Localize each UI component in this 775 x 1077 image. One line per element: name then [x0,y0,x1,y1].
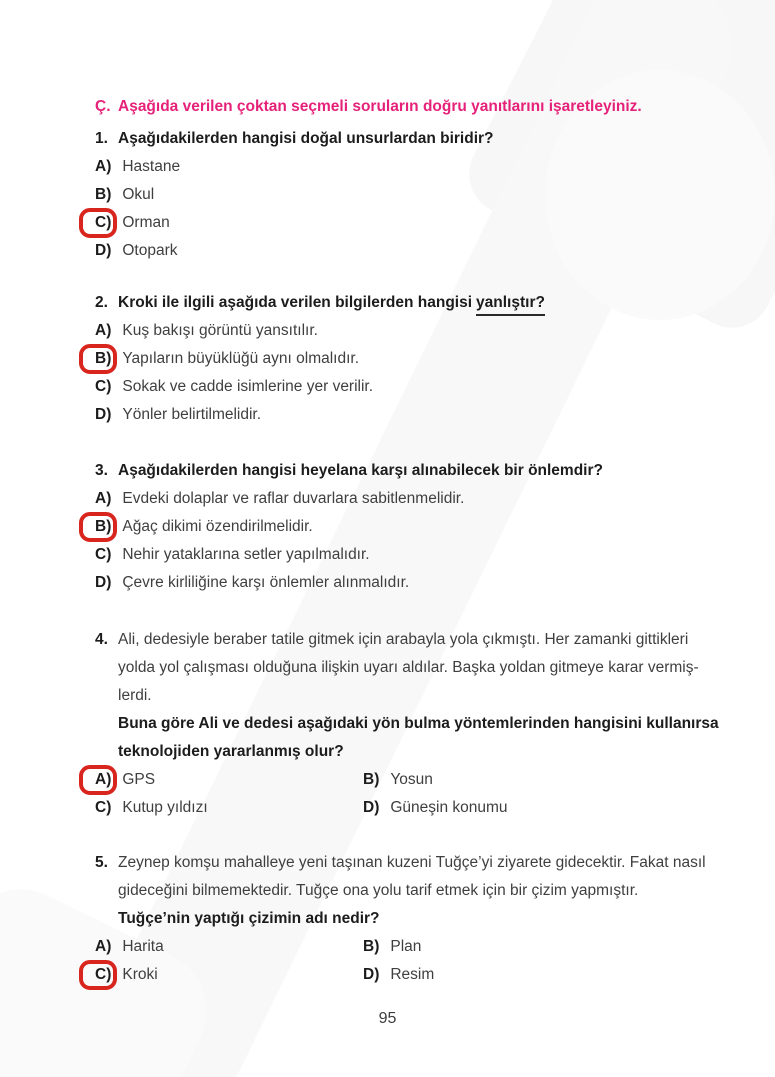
option-text: Hastane [122,158,181,175]
option-c [95,541,695,569]
question-text-line: lerdi. [118,687,152,704]
section-instruction: Aşağıda verilen çoktan seçmeli soruların doğru yanıtlarını işaretleyiniz. [118,98,642,115]
option-text: Evdeki dolaplar ve raflar duvarlara sabitlenmelidir. [122,490,465,507]
question-number: 4. [95,631,108,648]
option-d [95,569,695,597]
option-letter: D) [363,799,380,816]
options-list [95,317,695,429]
option-a [95,933,363,961]
question-text-line: Zeynep komşu mahalleye yeni taşınan kuzeni Tuğçe’yi ziyarete gidecektir. Fakat nasıl [118,854,706,871]
option-d [363,794,695,822]
question-prompt-line: Tuğçe’nin yaptığı çizimin adı nedir? [118,910,380,927]
option-d [95,401,695,429]
page-number: 95 [378,1010,397,1027]
question-text-line: Ali, dedesiyle beraber tatile gitmek için arabayla yola çıkmıştı. Her zamanki gittikleri [118,631,689,648]
options-list [95,485,695,597]
option-b [95,513,695,541]
option-b [95,345,695,373]
question-1 [95,125,695,265]
option-letter: A) [95,938,112,955]
option-text: Kroki [122,966,158,983]
question-text-line: yolda yol çalışması olduğuna ilişkin uyarı aldılar. Başka yoldan gitmeye karar vermiş- [118,659,699,676]
option-text: Güneşin konumu [390,799,508,816]
option-b [363,766,695,794]
option-text: Orman [122,214,170,231]
option-letter: B) [95,186,112,203]
option-letter answer-mark-circle: A) [79,765,117,795]
question-text: Aşağıdakilerden hangisi heyelana karşı alınabilecek bir önlemdir? [118,462,603,479]
option-text: Yönler belirtilmelidir. [122,406,262,423]
option-letter: B) [363,938,380,955]
question-number: 2. [95,294,108,311]
option-text: Plan [390,938,422,955]
question-heading [95,125,695,153]
option-text: Çevre kirliliğine karşı önlemler alınmalıdır. [122,574,410,591]
option-a [95,485,695,513]
option-letter answer-mark-circle: C) [79,960,117,990]
option-text: GPS [122,771,156,788]
option-d [363,961,695,989]
question-text: Aşağıdakilerden hangisi doğal unsurlardan biridir? [118,130,494,147]
option-letter: C) [95,546,112,563]
question-4 [95,626,719,822]
option-letter: A) [95,490,112,507]
section-header [95,93,715,121]
option-letter: C) [95,378,112,395]
question-heading [95,289,695,317]
option-a [95,153,695,181]
option-letter: B) [363,771,380,788]
option-b [363,933,695,961]
option-c [95,373,695,401]
option-a [95,766,363,794]
option-letter: C) [95,799,112,816]
section-label: Ç. [95,98,111,115]
option-text: Okul [122,186,155,203]
question-5 [95,849,706,989]
question-prompt-line: teknolojiden yararlanmış olur? [118,743,344,760]
question-text: Kroki ile ilgili aşağıda verilen bilgilerden hangisi [118,294,473,311]
option-letter answer-mark-circle: B) [79,344,117,374]
option-c [95,794,363,822]
option-text: Resim [390,966,435,983]
option-c [95,961,363,989]
question-text-line: gideceğini bilmemektedir. Tuğçe ona yolu tarif etmek için bir çizim yapmıştır. [118,882,639,899]
option-letter: A) [95,158,112,175]
question-number: 1. [95,130,108,147]
question-2 [95,289,695,429]
option-d [95,237,695,265]
option-letter answer-mark-circle: C) [79,208,117,238]
option-text: Yapıların büyüklüğü aynı olmalıdır. [122,350,360,367]
option-text: Nehir yataklarına setler yapılmalıdır. [122,546,370,563]
option-letter: D) [363,966,380,983]
option-text: Kuş bakışı görüntü yansıtılır. [122,322,318,339]
option-text: Harita [122,938,164,955]
question-3 [95,457,695,597]
question-heading [95,849,706,933]
question-prompt-line: Buna göre Ali ve dedesi aşağıdaki yön bulma yöntemlerinden hangisini kullanırsa [118,715,719,732]
option-letter answer-mark-circle: B) [79,512,117,542]
options-grid [95,766,695,822]
option-text: Ağaç dikimi özendirilmelidir. [122,518,313,535]
option-letter: A) [95,322,112,339]
option-letter: D) [95,574,112,591]
options-grid [95,933,695,989]
option-b [95,181,695,209]
option-text: Yosun [390,771,433,788]
question-heading [95,457,695,485]
option-text: Kutup yıldızı [122,799,208,816]
option-letter: D) [95,242,112,259]
question-number: 3. [95,462,108,479]
question-heading [95,626,719,766]
option-a [95,317,695,345]
question-text-underlined: yanlıştır? [476,294,545,316]
question-number: 5. [95,854,108,871]
option-text: Sokak ve cadde isimlerine yer verilir. [122,378,374,395]
options-list [95,153,695,265]
option-text: Otopark [122,242,178,259]
option-letter: D) [95,406,112,423]
option-c [95,209,695,237]
